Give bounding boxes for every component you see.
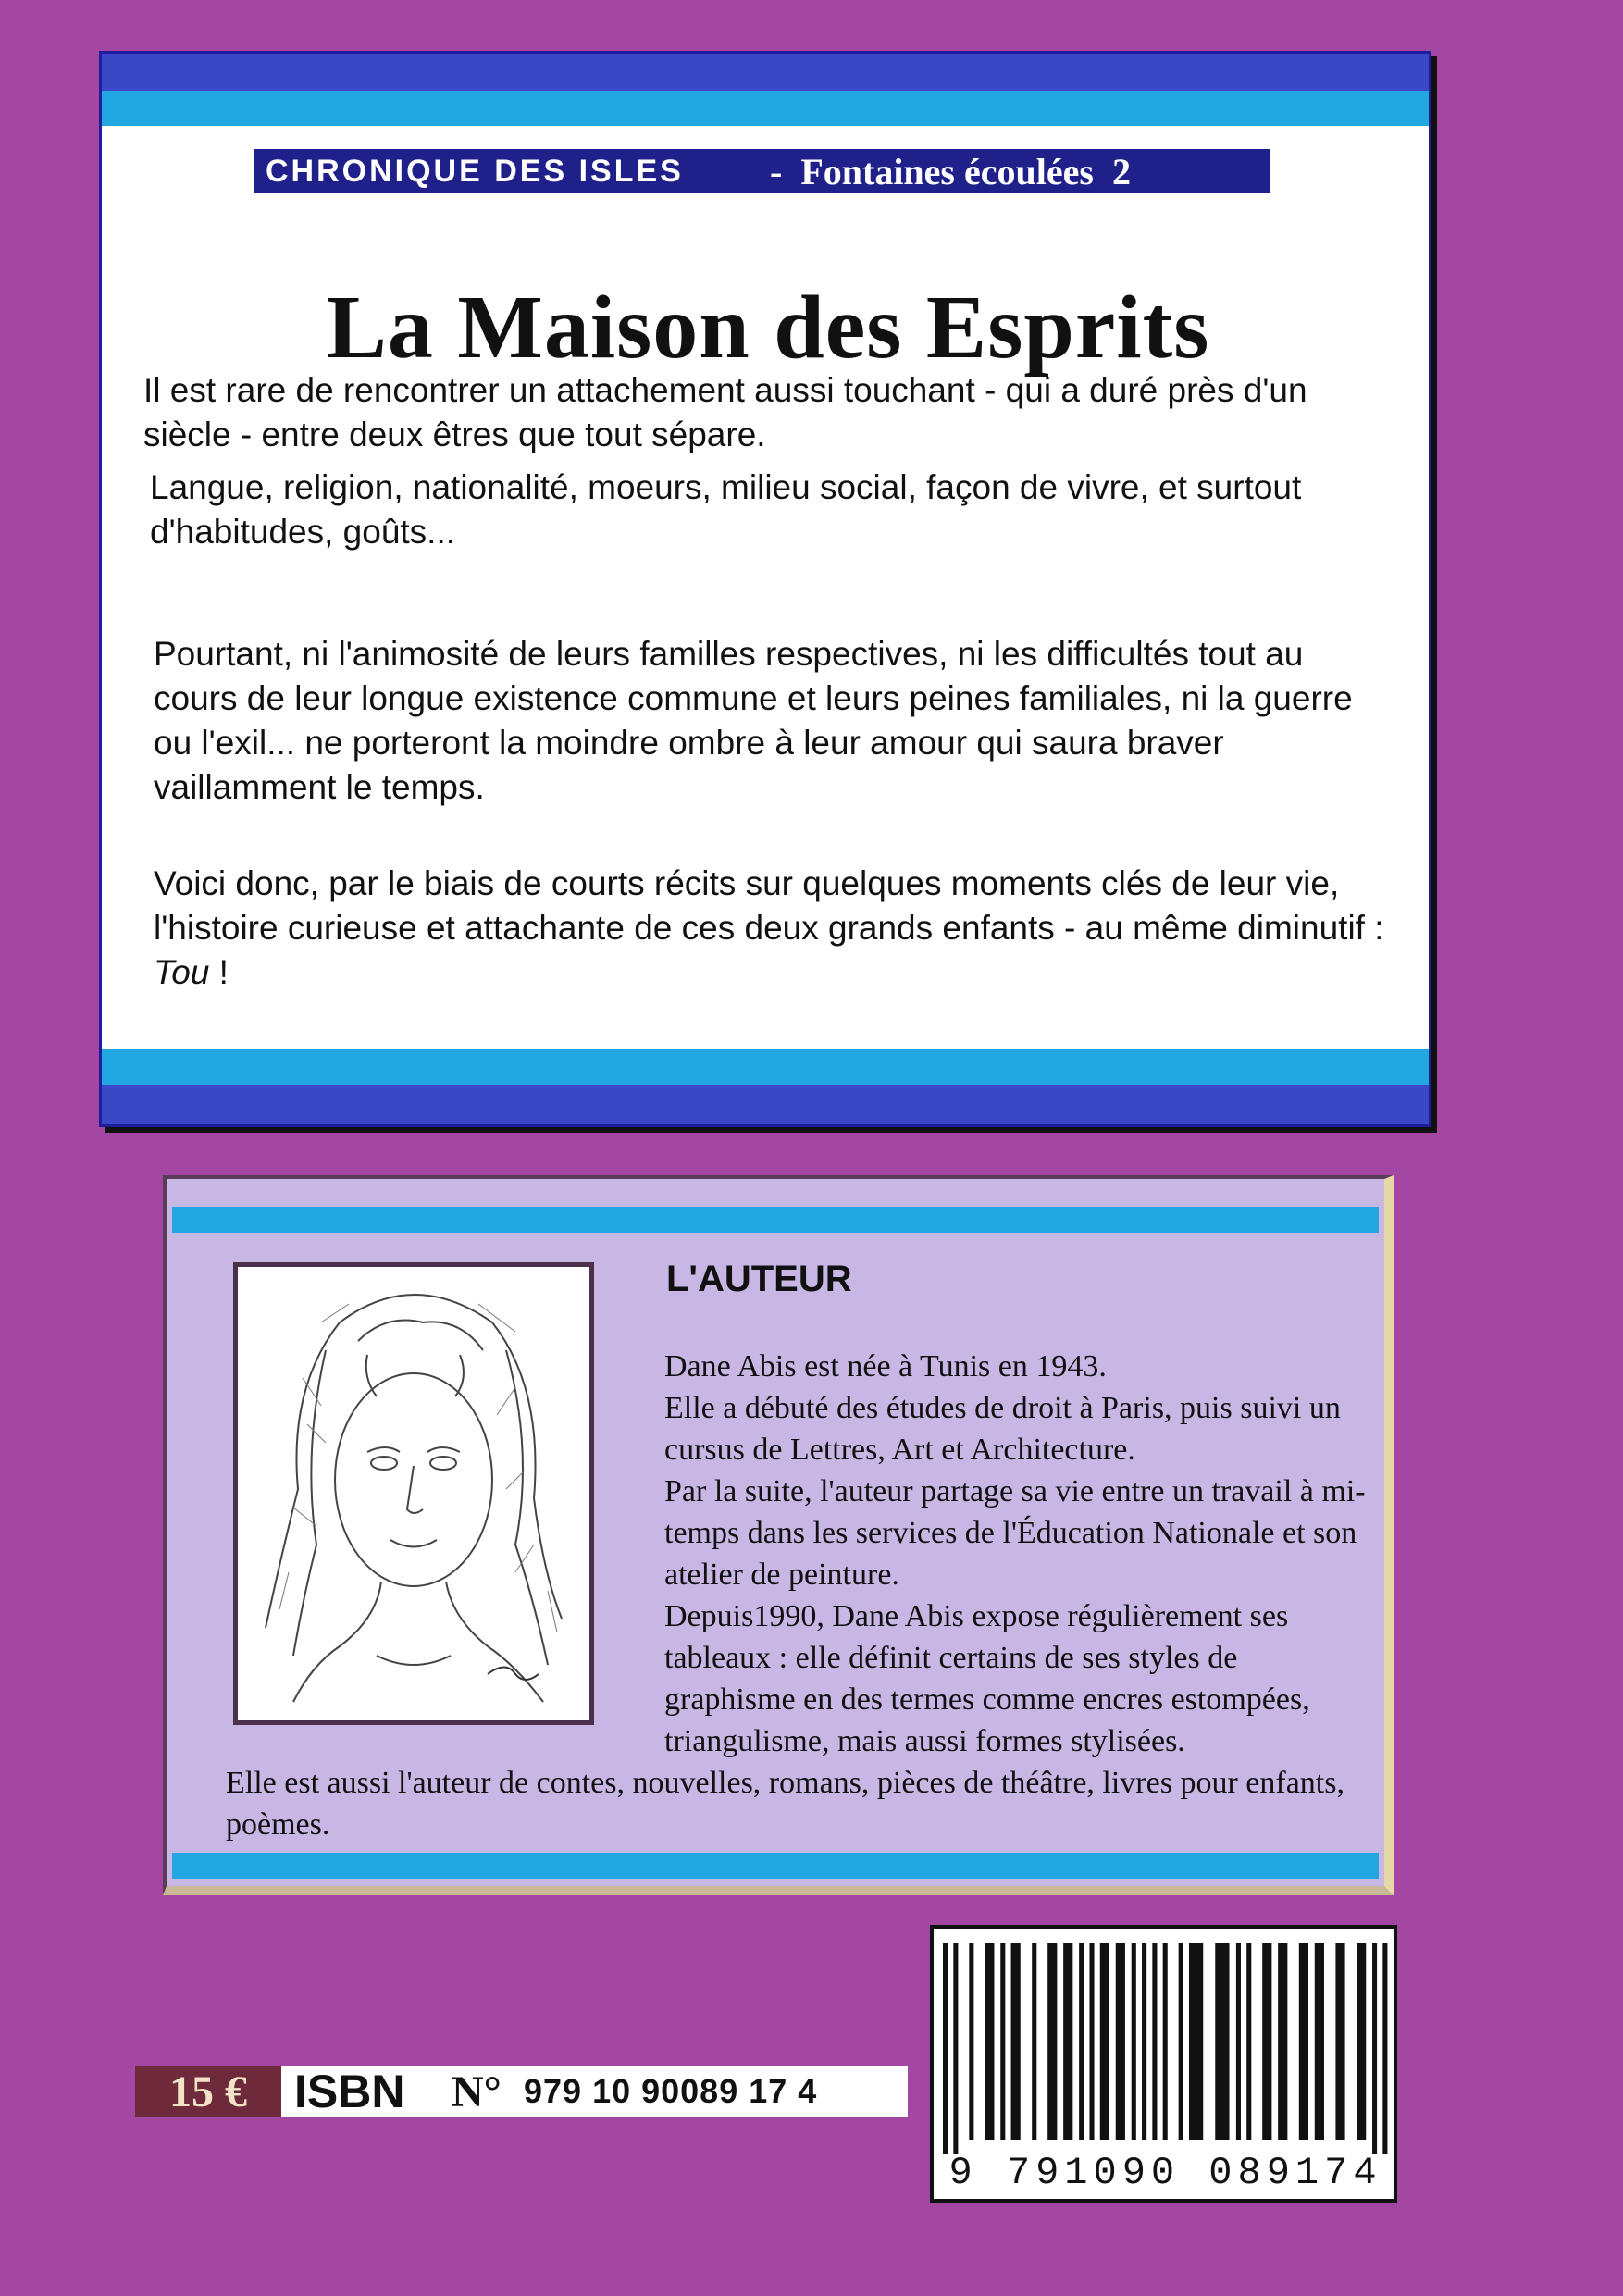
barcode-bar [1079, 1943, 1084, 2140]
barcode [930, 1925, 1397, 2203]
author-bio-line-5: Elle est aussi l'auteur de contes, nouvelles, romans, pièces de théâtre, livres pour enfants, poèmes. [226, 1766, 1344, 1842]
barcode-bar [985, 1943, 994, 2140]
top-band-light [102, 91, 1429, 126]
barcode-bar [1357, 1943, 1366, 2140]
author-bio-line-3: Par la suite, l'auteur partage sa vie entre un travail à mi-temps dans les services de l'Éducation Nationale et son atelier de peinture. [664, 1474, 1366, 1592]
blurb-p4-nickname: Tou [154, 953, 210, 991]
portrait-sketch [238, 1267, 589, 1720]
barcode-bar [1179, 1943, 1183, 2140]
barcode-bar [1116, 1943, 1125, 2140]
barcode-bar [1262, 1943, 1271, 2140]
barcode-bar [1100, 1943, 1109, 2140]
bottom-band-light [102, 1049, 1429, 1085]
barcode-bar [1000, 1943, 1005, 2140]
barcode-bar [1063, 1943, 1072, 2140]
barcode-bar [1089, 1943, 1094, 2140]
barcode-bar [1047, 1943, 1057, 2140]
author-bottom-band [172, 1853, 1379, 1879]
author-bio-line-2: Elle a débuté des études de droit à Paris, puis suivi un cursus de Lettres, Art et Architecture. [664, 1391, 1341, 1467]
isbn-number-sign: N° [452, 2066, 502, 2116]
barcode-bar [1215, 1943, 1229, 2140]
series-banner [254, 149, 1270, 193]
signature-mark [488, 1668, 539, 1681]
isbn-label: ISBN [294, 2066, 405, 2117]
blurb-paragraph-3: Pourtant, ni l'animosité de leurs familles respectives, ni les difficultés tout au cours de leur longue existence commune et leurs peines familiales, ni la guerre ou l'exil... ne porteront la moindre ombre à leur amour qui saura braver vaillamment le temps. [154, 635, 1353, 806]
author-bio-line-4: Depuis1990, Dane Abis expose régulièrement ses tableaux : elle définit certains de ses styles de graphisme en des termes comme encres estompées, triangulisme, mais aussi formes stylisées. [664, 1599, 1310, 1758]
blurb-paragraph-2: Langue, religion, nationalité, moeurs, milieu social, façon de vivre, et surtout d'habitudes, goûts... [150, 468, 1302, 551]
blurb-p4-end: ! [209, 953, 229, 991]
barcode-bar [1278, 1943, 1287, 2140]
author-heading: L'AUTEUR [666, 1259, 852, 1299]
bottom-band-dark [102, 1085, 1429, 1124]
barcode-bar [1382, 1943, 1387, 2154]
blurb-paragraph-1: Il est rare de rencontrer un attachement aussi touchant - qui a duré près d'un siècle - entre deux êtres que tout sépare. [143, 371, 1307, 453]
barcode-bar [1132, 1943, 1136, 2140]
blurb-p4-text: Voici donc, par le biais de courts récits sur quelques moments clés de leur vie, l'histoire curieuse et attachante de ces deux grands enfants - au même diminutif : [154, 864, 1384, 947]
price-tag: 15 € [135, 2066, 281, 2117]
barcode-bar [1315, 1943, 1324, 2140]
author-top-band [172, 1207, 1379, 1233]
top-band-dark [102, 54, 1429, 91]
barcode-bar [943, 1943, 948, 2154]
series-name: CHRONIQUE DES ISLES [266, 153, 684, 189]
barcode-bar [1032, 1943, 1036, 2140]
barcode-bar [1142, 1943, 1146, 2140]
barcode-bar [953, 1943, 958, 2154]
barcode-bars [943, 1943, 1388, 2154]
barcode-bar [1236, 1943, 1241, 2140]
author-portrait [233, 1262, 594, 1725]
blurb-paragraph-4 [154, 862, 1394, 995]
barcode-bar [1011, 1943, 1021, 2140]
barcode-bar [1163, 1943, 1168, 2140]
isbn-number: 979 10 90089 17 4 [524, 2072, 818, 2110]
author-panel [163, 1175, 1394, 1895]
barcode-bar [1299, 1943, 1308, 2140]
barcode-bar [969, 1943, 973, 2140]
book-title: La Maison des Esprits [326, 278, 1210, 378]
series-subtitle: - Fontaines écoulées 2 [770, 150, 1131, 192]
barcode-bar [1152, 1943, 1157, 2140]
barcode-digits: 9 791090 089174 [948, 2151, 1382, 2195]
isbn-box [281, 2066, 908, 2117]
barcode-bar [1189, 1943, 1203, 2140]
barcode-bar [1335, 1943, 1344, 2140]
barcode-bar [1246, 1943, 1251, 2140]
author-bio-line-1: Dane Abis est née à Tunis en 1943. [664, 1349, 1107, 1384]
blurb-panel [99, 51, 1431, 1127]
barcode-bar [1372, 1943, 1377, 2154]
